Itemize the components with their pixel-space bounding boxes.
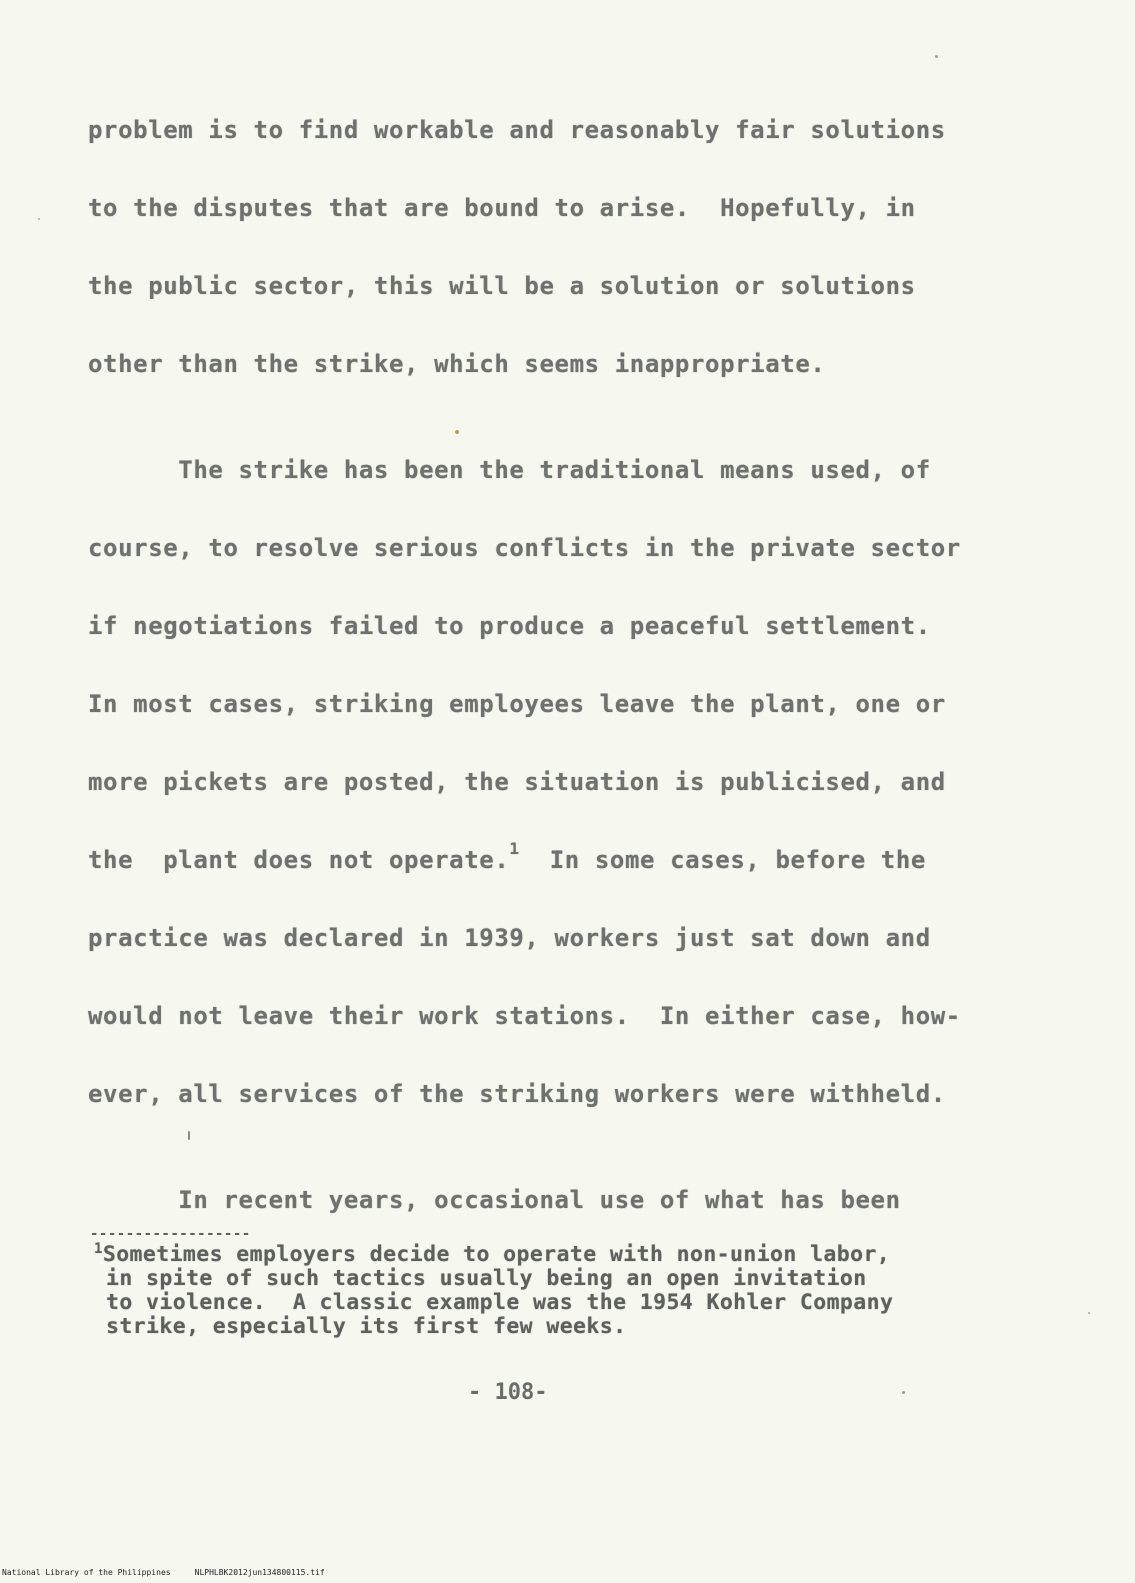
body-line-12: would not leave their work stations. In either case, how- <box>88 1002 961 1030</box>
body-line-3: the public sector, this will be a solution or solutions <box>88 272 916 300</box>
body-line-4: other than the strike, which seems inappropriate. <box>88 350 826 378</box>
footnote-rule: ------------------ <box>90 1226 251 1242</box>
body-line-7: if negotiations failed to produce a peaceful settlement. <box>88 612 931 640</box>
speck <box>38 218 40 220</box>
body-line-10-tail: In some cases, before the <box>519 846 926 874</box>
footnote-line-1-text: Sometimes employers decide to operate with non-union labor, <box>102 1242 891 1267</box>
body-line-14: In recent years, occasional use of what has been <box>88 1186 901 1214</box>
footnote-line-2: in spite of such tactics usually being an open invitation <box>106 1266 867 1291</box>
speck <box>935 55 938 58</box>
body-line-2: to the disputes that are bound to arise. Hopefully, in <box>88 194 916 222</box>
speck <box>455 430 459 434</box>
body-line-10-text: the plant does not operate. <box>88 846 510 874</box>
body-line-9: more pickets are posted, the situation is publicised, and <box>88 768 946 796</box>
body-line-5: The strike has been the traditional means used, of <box>88 456 931 484</box>
footnote-line-4: strike, especially its first few weeks. <box>106 1314 627 1339</box>
body-line-13: ever, all services of the striking workers were withheld. <box>88 1080 946 1108</box>
footnote-line-3: to violence. A classic example was the 1954 Kohler Company <box>106 1290 894 1315</box>
body-line-1: problem is to find workable and reasonably fair solutions <box>88 116 946 144</box>
body-line-6: course, to resolve serious conflicts in the private sector <box>88 534 961 562</box>
speck <box>188 1131 190 1140</box>
speck <box>902 1391 905 1394</box>
scan-footer: National Library of the Philippines NLPHLBK2012jun134800115.tif <box>2 1568 325 1577</box>
body-line-8: In most cases, striking employees leave the plant, one or <box>88 690 946 718</box>
body-line-11: practice was declared in 1939, workers just sat down and <box>88 924 931 952</box>
footnote-marker: 1 <box>94 1241 103 1257</box>
speck <box>1088 1312 1090 1314</box>
page-number: - 108- <box>468 1380 548 1405</box>
body-line-10 <box>88 839 926 878</box>
footnote-reference: 1 <box>509 839 520 858</box>
